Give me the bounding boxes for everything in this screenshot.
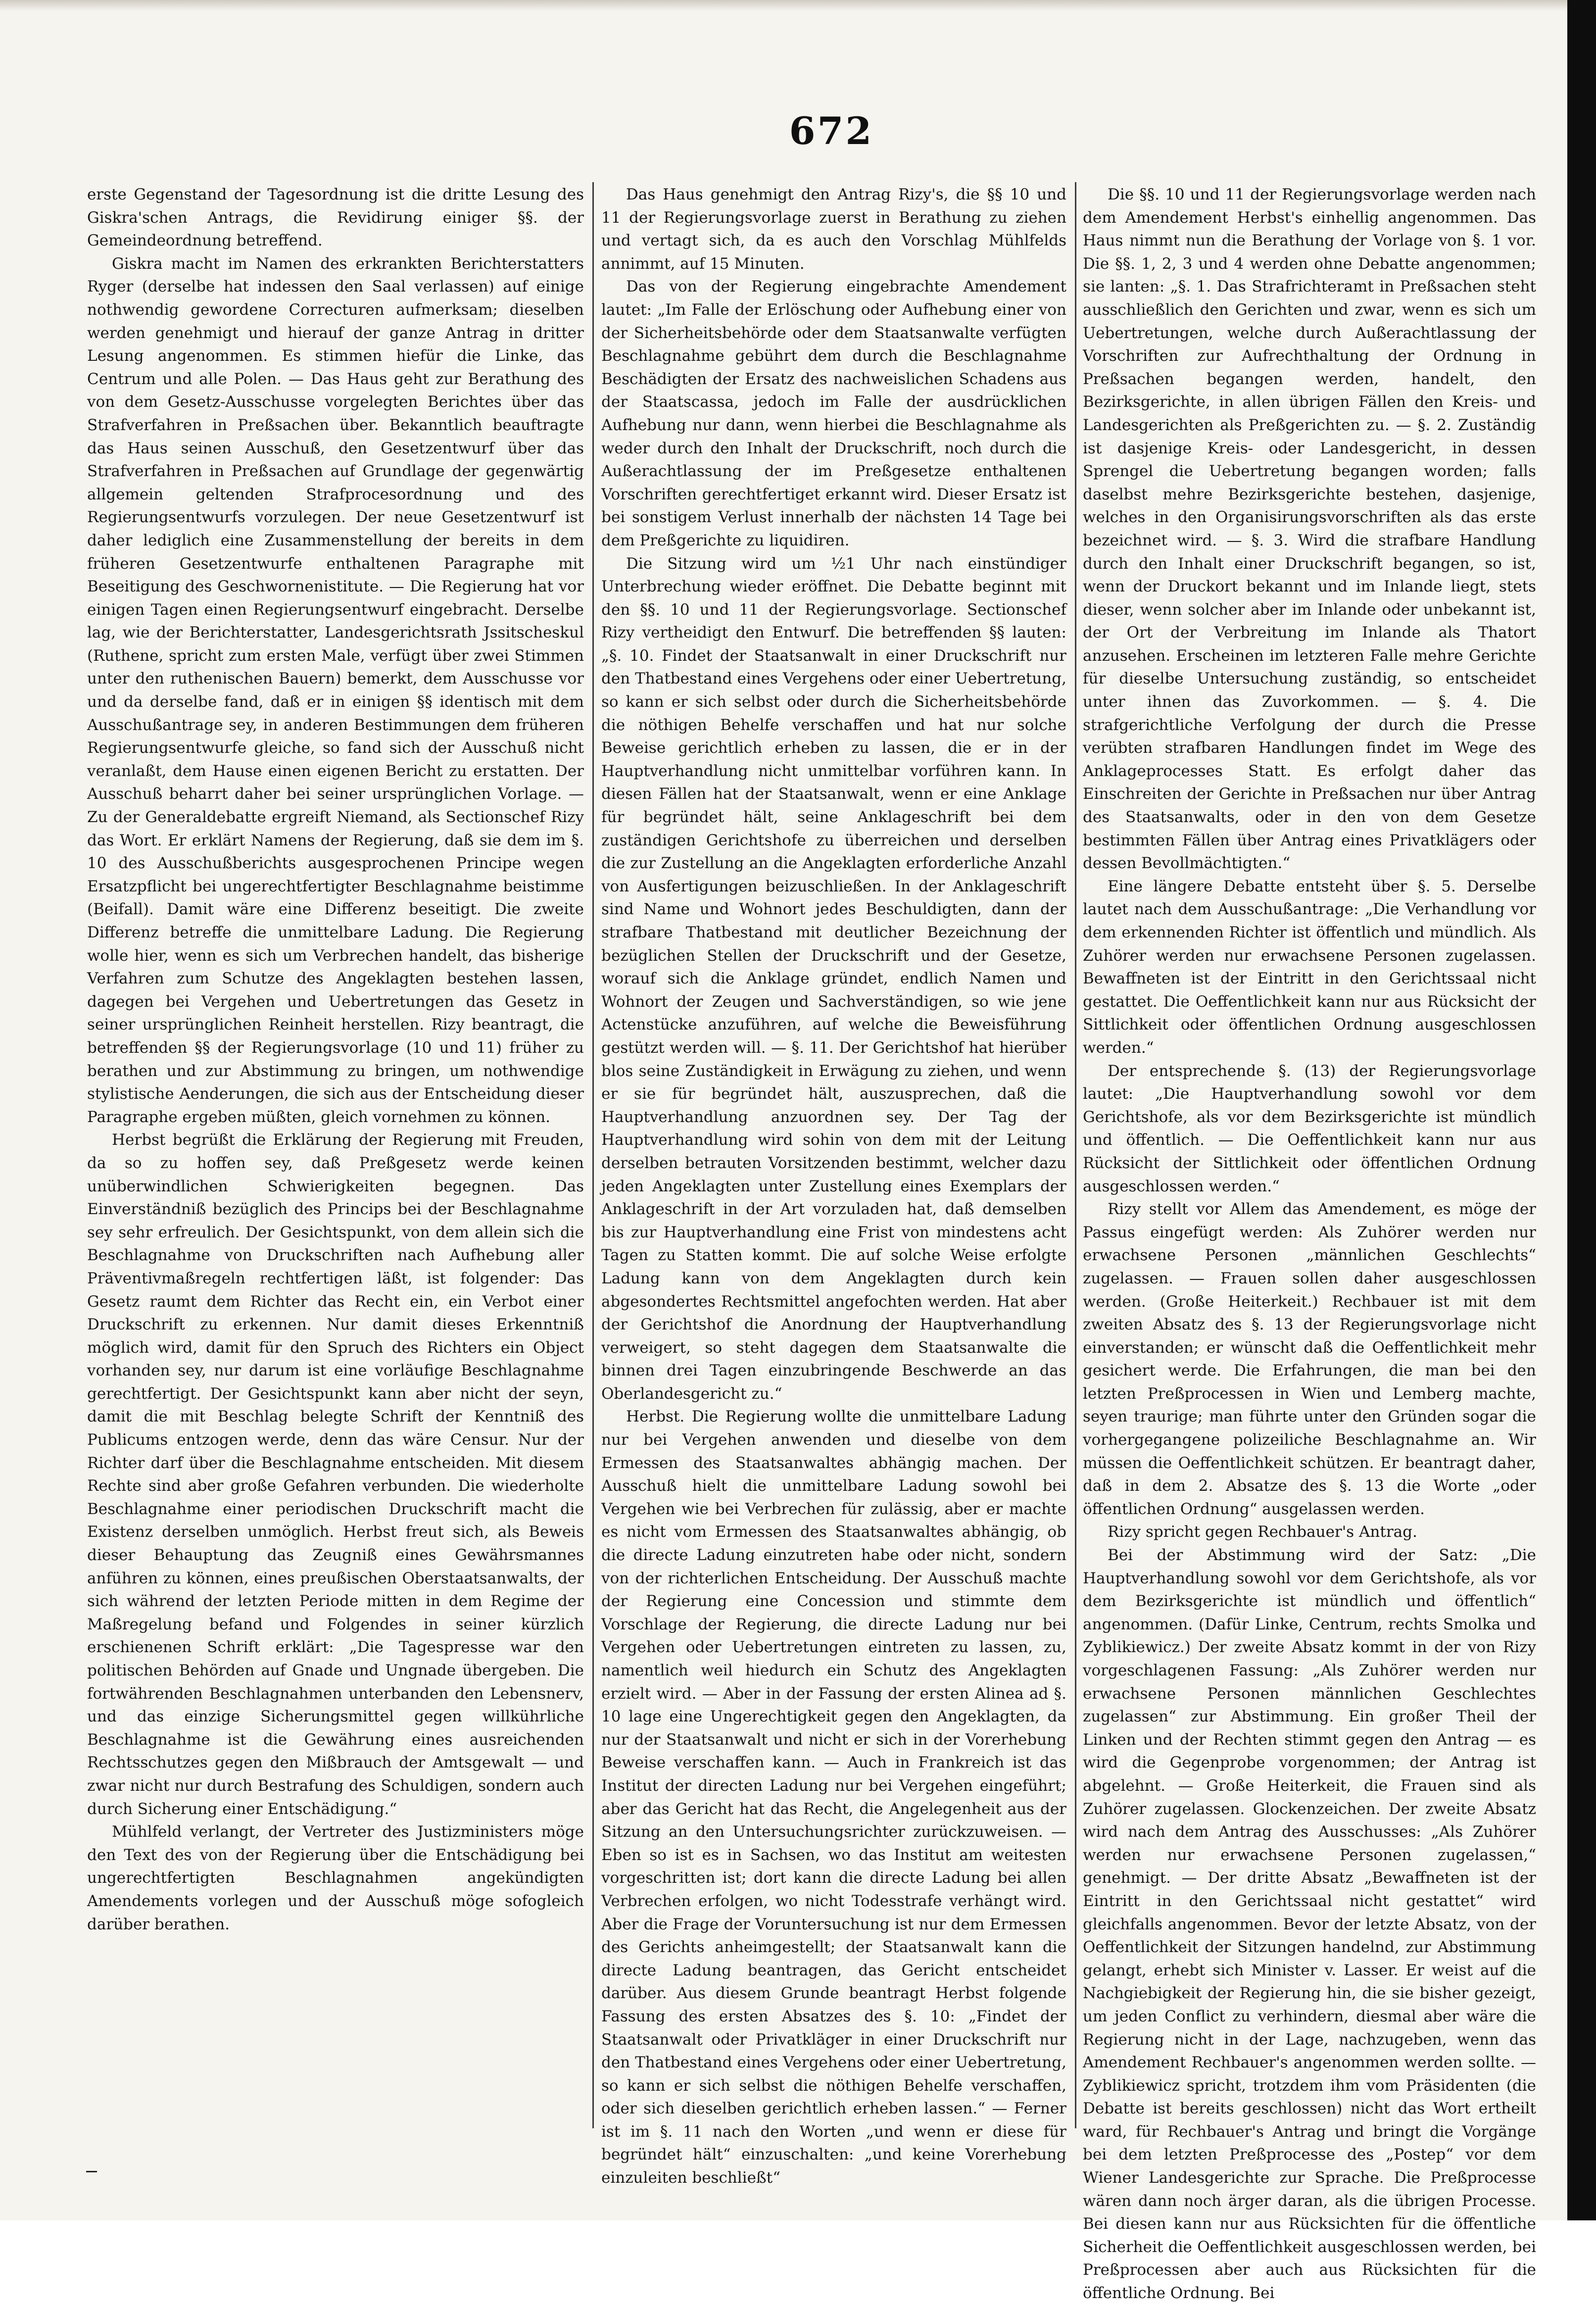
- paragraph: Herbst. Die Regierung wollte die unmittelbare Ladung nur bei Vergehen anwenden und dieselbe von dem Ermessen des Staatsanwaltes abhängig machen. Der Ausschuß hielt die unmittelbare Ladung sowohl bei Vergehen wie bei Verbrechen für zulässig, aber er machte es nicht vom Ermessen des Staatsanwaltes abhängig, ob die directe Ladung einzutreten habe oder nicht, sondern von der richterlichen Entscheidung. Der Ausschuß machte der Regierung eine Concession und stimmte dem Vorschlage der Regierung, die directe Ladung nur bei Vergehen oder Uebertretungen eintreten zu lassen, zu, namentlich weil hiedurch ein Schutz des Angeklagten erzielt wird. — Aber in der Fassung der ersten Alinea ad §. 10 lage eine Ungerechtigkeit gegen den Angeklagten, da nur der Staatsanwalt und nicht er sich in der Vorerhebung Beweise verschaffen kann. — Auch in Frankreich ist das Institut der directen Ladung nur bei Vergehen eingeführt; aber das Gericht hat das Recht, die Angelegenheit aus der Sitzung an den Untersuchungsrichter zurückzuweisen. — Eben so ist es in Sachsen, wo das Institut am weitesten vorgeschritten ist; dort kann die directe Ladung bei allen Verbrechen erfolgen, wo nicht Todesstrafe verhängt wird. Aber die Frage der Voruntersuchung ist nur dem Ermessen des Gerichts anheimgestellt; der Staatsanwalt kann die directe Ladung beantragen, das Gericht entscheidet darüber. Aus diesem Grunde beantragt Herbst folgende Fassung des ersten Absatzes des §. 10: „Findet der Staatsanwalt oder Privatkläger in einer Druckschrift nur den Thatbestand eines Vergehens oder einer Uebertretung, so kann er sich selbst die nöthigen Behelfe verschaffen, oder sich dieselben gerichtlich erheben lassen.“ — Ferner ist im §. 11 nach den Worten „und wenn er diese für begründet hält“ einzuschalten: „und keine Vorerhebung einzuleiten beschließt“: [601, 1408, 1066, 2187]
- paragraph: Herbst begrüßt die Erklärung der Regierung mit Freuden, da so zu hoffen sey, daß Preßgesetz werde keinen unüberwindlichen Schwierigkeiten begegnen. Das Einverständniß bezüglich des Princips bei der Beschlagnahme sey sehr erfreulich. Der Gesichtspunkt, von dem allein sich die Beschlagnahme von Druckschriften nach Aufhebung aller Präventivmaßregeln rechtfertigen läßt, ist folgender: Das Gesetz raumt dem Richter das Recht ein, ein Verbot einer Druckschrift zu erkennen. Nur damit dieses Erkenntniß möglich wird, damit für den Spruch des Richters ein Object vorhanden sey, nur darum ist eine vorläufige Beschlagnahme gerechtfertigt. Der Gesichtspunkt kann aber nicht der seyn, damit die mit Beschlag belegte Schrift der Kenntniß des Publicums entzogen werde, denn das wäre Censur. Nur der Richter darf über die Beschlagnahme entscheiden. Mit diesem Rechte sind aber große Gefahren verbunden. Die wiederholte Beschlagnahme einer periodischen Druckschrift macht die Existenz derselben unmöglich. Herbst freut sich, als Beweis dieser Behauptung das Zeugniß eines Gewährsmannes anführen zu können, eines preußischen Oberstaatsanwalts, der sich während der letzten Periode mitten in dem Regime der Maßregelung befand und Folgendes in seiner kürzlich erschienenen Schrift erklärt: „Die Tagespresse war den politischen Behörden auf Gnade und Ungnade übergeben. Die fortwährenden Beschlagnahmen unterbanden den Lebensnerv, und das einzige Sicherungsmittel gegen willkührliche Beschlagnahme ist die Gewährung eines ausreichenden Rechtsschutzes gegen den Mißbrauch der Amtsgewalt — und zwar nicht nur durch Bestrafung des Schuldigen, sondern auch durch Sicherung einer Entschädigung.“: [87, 1131, 584, 1818]
- paragraph: Bei der Abstimmung wird der Satz: „Die Hauptverhandlung sowohl vor dem Gerichtshofe, als vor dem Bezirksgerichte ist mündlich und öffentlich“ angenommen. (Dafür Linke, Centrum, rechts Smolka und Zyblikiewicz.) Der zweite Absatz kommt in der von Rizy vorgeschlagenen Fassung: „Als Zuhörer werden nur erwachsene Personen männlichen Geschlechtes zugelassen“ zur Abstimmung. Ein großer Theil der Linken und der Rechten stimmt gegen den Antrag — es wird die Gegenprobe vorgenommen; der Antrag ist abgelehnt. — Große Heiterkeit, die Frauen sind als Zuhörer zugelassen. Glockenzeichen. Der zweite Absatz wird nach dem Antrag des Ausschusses: „Als Zuhörer werden nur erwachsene Personen zugelassen,“ genehmigt. — Der dritte Absatz „Bewaffneten ist der Eintritt in den Gerichtssaal nicht gestattet“ wird gleichfalls angenommen. Bevor der letzte Absatz, von der Oeffentlichkeit der Sitzungen handelnd, zur Abstimmung gelangt, erhebt sich Minister v. Lasser. Er weist auf die Nachgiebigkeit der Regierung hin, die sie bisher gezeigt, um jeden Conflict zu verhindern, diesmal aber wäre die Regierung nicht in der Lage, nachzugeben, wenn das Amendement Rechbauer's angenommen werden sollte. — Zyblikiewicz spricht, trotzdem ihm vom Präsidenten (die Debatte ist bereits geschlossen) nicht das Wort ertheilt ward, für Rechbauer's Antrag und bringt die Vorgänge bei dem letzten Preßprocesse des „Postep“ vor dem Wiener Landesgerichte zur Sprache. Die Preßprocesse wären dann noch ärger daran, als die übrigen Processe. Bei diesen kann nur aus Rücksichten für die öffentliche Sicherheit die Oeffentlichkeit ausgeschlossen werden, bei Preßprocessen aber auch aus Rücksichten für die öffentliche Ordnung. Bei: [1083, 1546, 1536, 2303]
- scan-right-border: [1567, 0, 1596, 2220]
- paragraph: Rizy spricht gegen Rechbauer's Antrag.: [1108, 1523, 1417, 1541]
- paragraph: Der entsprechende §. (13) der Regierungsvorlage lautet: „Die Hauptverhandlung sowohl vor dem Gerichtshofe, als vor dem Bezirksgerichte ist mündlich und öffentlich. — Die Oeffentlichkeit kann nur aus Rücksicht der Sittlichkeit oder öffentlichen Ordnung ausgeschlossen werden.“: [1083, 1062, 1536, 1195]
- text-column-3: [1083, 183, 1536, 2303]
- paragraph: erste Gegenstand der Tagesordnung ist die dritte Lesung des Giskra'schen Antrags, die Revidirung einiger §§. der Gemeindeordnung betreffend.: [87, 186, 584, 250]
- scan-top-edge: [0, 0, 1596, 11]
- paragraph: Mühlfeld verlangt, der Vertreter des Justizministers möge den Text des von der Regierung über die Entschädigung bei ungerechtfertigten Beschlagnahmen angekündigten Amendements vorlegen und der Ausschuß möge sofogleich darüber berathen.: [87, 1823, 584, 1933]
- corner-mark: [86, 2171, 97, 2172]
- text-column-1: [87, 183, 584, 2128]
- paragraph: Die §§. 10 und 11 der Regierungsvorlage werden nach dem Amendement Herbst's einhellig angenommen. Das Haus nimmt nun die Berathung der Vorlage von §. 1 vor. Die §§. 1, 2, 3 und 4 werden ohne Debatte angenommen; sie lanten: „§. 1. Das Strafrichteramt in Preßsachen steht ausschließlich den Gerichten und zwar, wenn es sich um Uebertretungen, welche durch Außerachtlassung der Vorschriften zur Aufrechthaltung der Ordnung in Preßsachen begangen werden, handelt, den Bezirksgerichte, in allen übrigen Fällen den Kreis- und Landesgerichten als Preßgerichten zu. — §. 2. Zuständig ist dasjenige Kreis- oder Landesgericht, in dessen Sprengel die Uebertretung begangen worden; falls daselbst mehre Bezirksgerichte bestehen, dasjenige, welches in den Organisirungsvorschriften als das erste bezeichnet wird. — §. 3. Wird die strafbare Handlung durch den Inhalt einer Druckschrift begangen, so ist, wenn der Druckort bekannt und im Inlande liegt, stets dieser, wenn solcher aber im Inlande oder unbekannt ist, der Ort der Verbreitung im Inlande als Thatort anzusehen. Erscheinen im letzteren Falle mehre Gerichte für dieselbe Untersuchung zuständig, so entscheidet unter ihnen das Zuvorkommen. — §. 4. Die strafgerichtliche Verfolgung der durch die Presse verübten strafbaren Handlungen findet im Wege des Anklageprocesses Statt. Es erfolgt daher das Einschreiten der Gerichte in Preßsachen nur über Antrag des Staatsanwalts, oder in den von dem Gesetze bestimmten Fällen über Antrag eines Privatklägers oder dessen Bevollmächtigten.“: [1083, 186, 1536, 873]
- paragraph: Eine längere Debatte entsteht über §. 5. Derselbe lautet nach dem Ausschußantrage: „Die Verhandlung vor dem erkennenden Richter ist öffentlich und mündlich. Als Zuhörer werden nur erwachsene Personen zugelassen. Bewaffneten ist der Eintritt in den Gerichtssaal nicht gestattet. Die Oeffentlichkeit kann nur aus Rücksicht der Sittlichkeit oder öffentlichen Ordnung ausgeschlossen werden.“: [1083, 877, 1536, 1057]
- paragraph: Rizy stellt vor Allem das Amendement, es möge der Passus eingefügt werden: Als Zuhörer werden nur erwachsene Personen „männlichen Geschlechts“ zugelassen. — Frauen sollen daher ausgeschlossen werden. (Große Heiterkeit.) Rechbauer ist mit dem zweiten Absatz des §. 13 der Regierungsvorlage nicht einverstanden; er wünscht daß die Oeffentlichkeit mehr gesichert werde. Die Erfahrungen, die man bei den letzten Preßprocessen in Wien und Lemberg machte, seyen traurige; man führte unter den Gründen sogar die vorhergegangene polizeiliche Beschlagnahme an. Wir müssen die Oeffentlichkeit schützen. Er beantragt daher, daß in dem 2. Absatze des §. 13 die Worte „oder öffentlichen Ordnung“ ausgelassen werden.: [1083, 1200, 1536, 1518]
- text-column-2: [601, 183, 1066, 2187]
- paragraph: Das von der Regierung eingebrachte Amendement lautet: „Im Falle der Erlöschung oder Aufhebung einer von der Sicherheitsbehörde oder dem Staatsanwalte verfügten Beschlagnahme gebührt dem durch die Beschlagnahme Beschädigten der Ersatz des nachweislichen Schadens aus der Staatscassa, jedoch im Falle der ausdrücklichen Aufhebung nur dann, wenn hierbei die Beschlagnahme als weder durch den Inhalt der Druckschrift, noch durch die Außerachtlassung der im Preßgesetze enthaltenen Vorschriften gerechtfertiget erkannt wird. Dieser Ersatz ist bei sonstigem Verlust innerhalb der nächsten 14 Tage bei dem Preßgerichte zu liquidiren.: [601, 278, 1066, 549]
- paragraph: Giskra macht im Namen des erkrankten Berichterstatters Ryger (derselbe hat indessen den Saal verlassen) auf einige nothwendig gewordene Correcturen aufmerksam; dieselben werden genehmigt und hierauf der ganze Antrag in dritter Lesung angenommen. Es stimmen hiefür die Linke, das Centrum und alle Polen. — Das Haus geht zur Berathung des von dem Gesetz-Ausschusse vorgelegten Berichtes über das Strafverfahren in Preßsachen über. Bekanntlich beauftragte das Haus seinen Ausschuß, den Gesetzentwurf über das Strafverfahren in Preßsachen auf Grundlage der gegenwärtig allgemein geltenden Strafprocesordnung und des Regierungsentwurfs vorzulegen. Der neue Gesetzentwurf ist daher lediglich eine Zusammenstellung der bereits in dem früheren Gesetzentwurfe enthaltenen Paragraphe mit Beseitigung des Geschwornenistitute. — Die Regierung hat vor einigen Tagen einen Regierungsentwurf eingebracht. Derselbe lag, wie der Berichterstatter, Landesgerichtsrath Jssitscheskul (Ruthene, spricht zum ersten Male, verfügt über zwei Stimmen unter den ruthenischen Bauern) bemerkt, dem Ausschusse vor und da derselbe fand, daß er in einigen §§ identisch mit dem Ausschußantrage sey, in anderen Bestimmungen dem früheren Regierungsentwurfe gleiche, so fand sich der Ausschuß nicht veranlaßt, dem Hause einen eigenen Bericht zu erstatten. Der Ausschuß beharrt daher bei seiner ursprünglichen Vorlage. — Zu der Generaldebatte ergreift Niemand, als Sectionschef Rizy das Wort. Er erklärt Namens der Regierung, daß sie dem im §. 10 des Ausschußberichts ausgesprochenen Principe wegen Ersatzpflicht bei ungerechtfertigter Beschlagnahme beistimme (Beifall). Damit wäre eine Differenz beseitigt. Die zweite Differenz betreffe die unmittelbare Ladung. Die Regierung wolle hier, wenn es sich um Verbrechen handelt, das bisherige Verfahren zum Schutze des Angeklagten bestehen lassen, dagegen bei Vergehen und Uebertretungen das Gesetz in seiner ursprünglichen Reinheit herstellen. Rizy beantragt, die betreffenden §§ der Regierungsvorlage (10 und 11) früher zu berathen und zur Abstimmung zu bringen, um nothwendige stylistische Aenderungen, die sich aus der Entscheidung dieser Paragraphe ergeben müßten, gleich vornehmen zu können.: [87, 254, 584, 1126]
- paragraph: Die Sitzung wird um ½1 Uhr nach einstündiger Unterbrechung wieder eröffnet. Die Debatte beginnt mit den §§. 10 und 11 der Regierungsvorlage. Sectionschef Rizy vertheidigt den Entwurf. Die betreffenden §§ lauten: „§. 10. Findet der Staatsanwalt in einer Druckschrift nur den Thatbestand eines Vergehens oder einer Uebertretung, so kann er sich selbst oder durch die Sicherheitsbehörde die nöthigen Behelfe verschaffen und hat nur solche Beweise gerichtlich erheben zu lassen, die er in der Hauptverhandlung nicht unmittelbar vorführen kann. In diesen Fällen hat der Staatsanwalt, wenn er eine Anklage für begründet hält, seine Anklageschrift bei dem zuständigen Gerichtshofe zu überreichen und derselben die zur Zustellung an die Angeklagten erforderliche Anzahl von Ausfertigungen beizuschließen. In der Anklageschrift sind Name und Wohnort jedes Beschuldigten, dann der strafbare Thatbestand mit deutlicher Bezeichnung der bezüglichen Stellen der Druckschrift und der Gesetze, worauf sich die Anklage gründet, endlich Namen und Wohnort der Zeugen und Sachverständigen, so wie jene Actenstücke anzuführen, auf welche die Beweisführung gestützt werden will. — §. 11. Der Gerichtshof hat hierüber blos seine Zuständigkeit in Erwägung zu ziehen, und wenn er sie für begründet hält, auszusprechen, daß die Hauptverhandlung anzuordnen sey. Der Tag der Hauptverhandlung wird sohin von dem mit der Leitung derselben betrauten Vorsitzenden bestimmt, welcher dazu jeden Angeklagten unter Zustellung eines Exemplars der Anklageschrift in der Art vorzuladen hat, daß demselben bis zur Hauptverhandlung eine Frist von mindestens acht Tagen zu Statten kommt. Die auf solche Weise erfolgte Ladung kann von dem Angeklagten durch kein abgesondertes Rechtsmittel angefochten werden. Hat aber der Gerichtshof die Anordnung der Hauptverhandlung verweigert, so steht dagegen dem Staatsanwalte die binnen drei Tagen einzubringende Beschwerde an das Oberlandesgericht zu.“: [601, 554, 1066, 1403]
- page-number: 672: [789, 109, 874, 153]
- column-divider: [592, 182, 594, 2128]
- paragraph: Das Haus genehmigt den Antrag Rizy's, die §§ 10 und 11 der Regierungsvorlage zuerst in Berathung zu ziehen und vertagt sich, da es auch den Vorschlag Mühlfelds annimmt, auf 15 Minuten.: [601, 186, 1066, 273]
- column-divider: [1075, 182, 1076, 2128]
